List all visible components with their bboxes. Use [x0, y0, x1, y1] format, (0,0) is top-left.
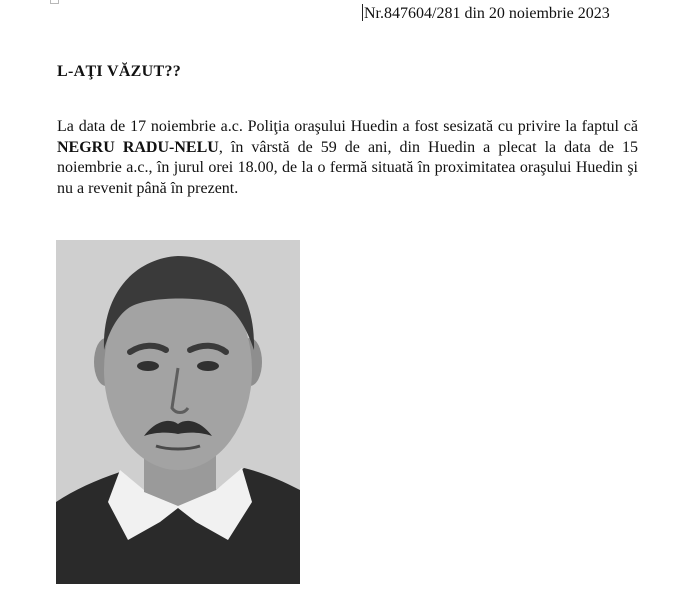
- reference-text: Nr.847604/281 din 20 noiembrie 2023: [364, 5, 610, 22]
- body-text-part2: , în vârstă de 59 de ani, din Huedin a plecat la data de 15 noiembrie a.c., în jurul orei 18.00, de la o fermă situată în proximitatea oraşului Huedin şi nu a revenit până în prezent.: [57, 138, 638, 197]
- document-reference: [362, 4, 610, 24]
- text-cursor: [362, 4, 363, 21]
- body-text-part1: La data de 17 noiembrie a.c. Poliţia oraşului Huedin a fost sesizată cu privire la faptul că: [57, 118, 638, 135]
- missing-person-photo: [56, 240, 300, 584]
- body-paragraph: [57, 117, 638, 199]
- portrait-illustration: [56, 240, 300, 584]
- missing-person-name: NEGRU RADU-NELU: [57, 138, 219, 156]
- left-eye-shape: [137, 361, 159, 371]
- right-eye-shape: [197, 361, 219, 371]
- page-corner-mark: [50, 0, 59, 4]
- page-title: L-AŢI VĂZUT??: [57, 63, 182, 80]
